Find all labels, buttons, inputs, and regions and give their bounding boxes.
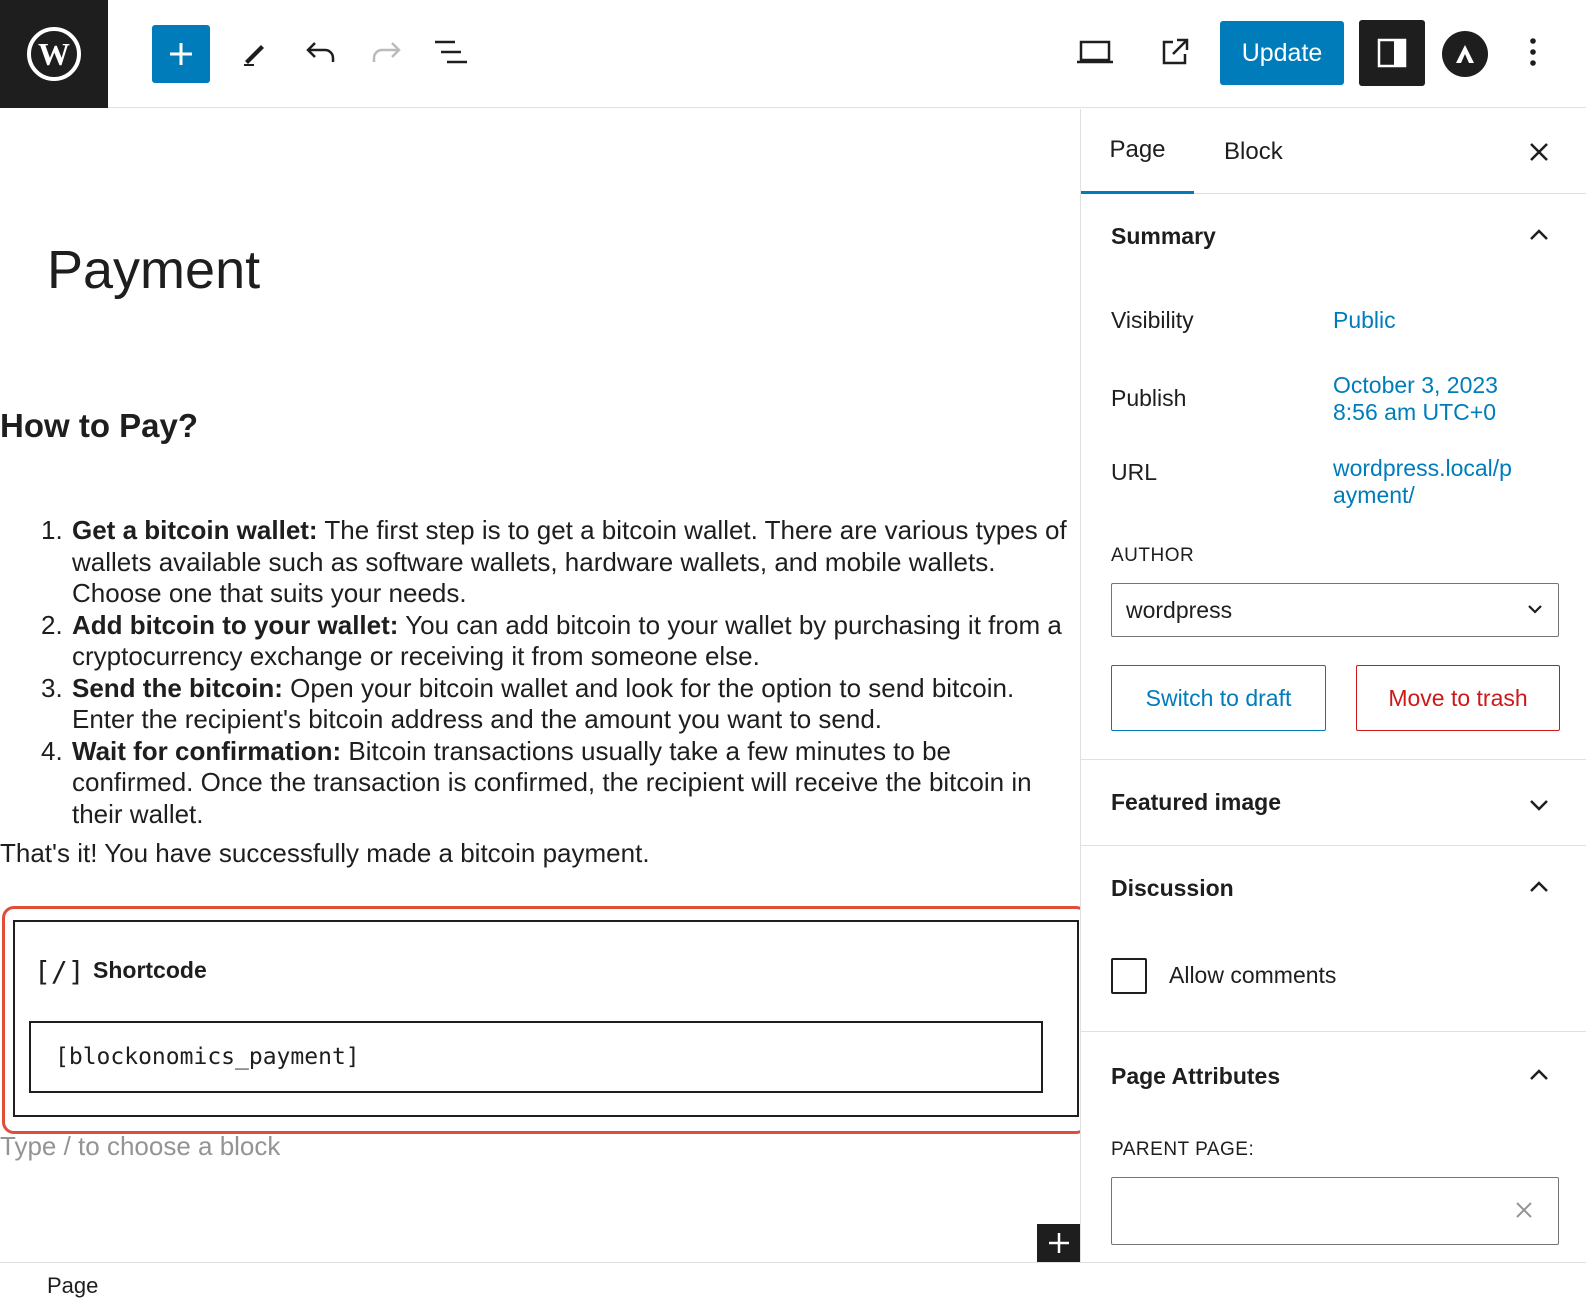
undo-button[interactable] bbox=[301, 22, 341, 82]
chevron-up-icon[interactable] bbox=[1521, 1057, 1557, 1093]
discussion-panel-title[interactable]: Discussion bbox=[1111, 875, 1234, 901]
list-item[interactable]: 3. Send the bitcoin: Open your bitcoin wallet and look for the option to send bitcoin. Enter the recipient's bitcoin address and the amount you want to send. bbox=[41, 672, 1015, 734]
clear-icon[interactable] bbox=[1512, 1198, 1536, 1222]
more-options-icon bbox=[1529, 37, 1537, 67]
laptop-icon bbox=[1075, 38, 1115, 66]
chevron-up-icon[interactable] bbox=[1521, 869, 1557, 905]
chevron-down-icon[interactable] bbox=[1521, 787, 1557, 823]
list-block[interactable] bbox=[41, 515, 1072, 830]
wordpress-logo-icon[interactable] bbox=[0, 0, 108, 108]
shortcode-block[interactable] bbox=[13, 920, 1079, 1117]
redo-icon bbox=[370, 39, 402, 65]
summary-panel-title[interactable]: Summary bbox=[1111, 223, 1216, 249]
page-attributes-panel-title[interactable]: Page Attributes bbox=[1111, 1063, 1281, 1089]
shortcode-icon: [/] bbox=[34, 955, 85, 988]
publish-value[interactable]: October 3, 2023 8:56 am UTC+0 bbox=[1333, 372, 1498, 425]
sidebar-toggle-icon bbox=[1376, 37, 1408, 69]
switch-to-draft-button[interactable]: Switch to draft bbox=[1111, 665, 1326, 731]
view-page-button[interactable] bbox=[1153, 22, 1197, 82]
pencil-icon bbox=[239, 37, 269, 67]
update-button[interactable]: Update bbox=[1220, 21, 1344, 85]
preview-button[interactable] bbox=[1073, 22, 1117, 82]
sidebar-tabs bbox=[1081, 109, 1586, 194]
divider bbox=[1081, 1031, 1586, 1032]
editor-canvas bbox=[0, 109, 1080, 1262]
parent-page-label: PARENT PAGE: bbox=[1111, 1139, 1255, 1160]
divider bbox=[1081, 759, 1586, 760]
top-toolbar bbox=[0, 0, 1586, 108]
url-label: URL bbox=[1111, 459, 1158, 485]
tools-button[interactable] bbox=[234, 22, 274, 82]
settings-button[interactable] bbox=[1359, 20, 1425, 86]
block-placeholder[interactable]: Type / to choose a block bbox=[0, 1131, 281, 1161]
external-link-icon bbox=[1159, 36, 1191, 68]
add-block-button[interactable] bbox=[152, 25, 210, 83]
allow-comments-label[interactable]: Allow comments bbox=[1169, 962, 1337, 988]
paragraph-block[interactable]: That's it! You have successfully made a bitcoin payment. bbox=[0, 838, 650, 868]
breadcrumb[interactable]: Page bbox=[47, 1273, 99, 1298]
page-title[interactable]: Payment bbox=[47, 240, 261, 300]
author-label: AUTHOR bbox=[1111, 545, 1195, 566]
plus-icon bbox=[1047, 1231, 1071, 1255]
tab-page[interactable]: Page bbox=[1081, 109, 1194, 194]
close-icon bbox=[1528, 141, 1550, 163]
url-value[interactable]: wordpress.local/p ayment/ bbox=[1333, 455, 1512, 508]
close-sidebar-button[interactable] bbox=[1521, 134, 1557, 170]
chevron-down-icon bbox=[1524, 598, 1546, 620]
visibility-label: Visibility bbox=[1111, 307, 1194, 333]
visibility-value[interactable]: Public bbox=[1333, 307, 1396, 333]
chevron-up-icon[interactable] bbox=[1521, 217, 1557, 253]
heading-block[interactable]: How to Pay? bbox=[0, 407, 199, 444]
svg-text:W: W bbox=[38, 36, 70, 72]
undo-icon bbox=[305, 39, 337, 65]
redo-button[interactable] bbox=[366, 22, 406, 82]
more-options-button[interactable] bbox=[1518, 22, 1548, 82]
move-to-trash-button[interactable]: Move to trash bbox=[1356, 665, 1560, 731]
parent-page-input[interactable] bbox=[1111, 1177, 1559, 1245]
tab-block[interactable]: Block bbox=[1224, 137, 1283, 165]
allow-comments-checkbox[interactable] bbox=[1111, 958, 1147, 994]
list-item[interactable]: 4. Wait for confirmation: Bitcoin transactions usually take a few minutes to be confirmed. Once the transaction is confirmed, the recipient will receive the bitcoin in their wallet. bbox=[41, 735, 1032, 829]
publish-label: Publish bbox=[1111, 385, 1187, 411]
editor-footer bbox=[0, 1262, 1586, 1306]
astra-icon bbox=[1452, 41, 1478, 67]
astra-button[interactable] bbox=[1442, 31, 1488, 77]
shortcode-label: Shortcode bbox=[93, 957, 207, 983]
plus-icon bbox=[167, 40, 195, 68]
block-inserter-button[interactable] bbox=[1037, 1224, 1081, 1262]
list-item[interactable]: 1. Get a bitcoin wallet: The first step is to get a bitcoin wallet. There are various types of wallets available such as software wallets, hardware wallets, and mobile wallets. Choose one that suits your needs. bbox=[41, 515, 1067, 608]
list-view-button[interactable] bbox=[430, 22, 472, 82]
featured-image-panel-title[interactable]: Featured image bbox=[1111, 789, 1281, 815]
settings-sidebar bbox=[1080, 109, 1586, 1262]
divider bbox=[1081, 845, 1586, 846]
shortcode-input[interactable]: [blockonomics_payment] bbox=[29, 1021, 1043, 1093]
list-view-icon bbox=[433, 39, 469, 65]
author-select[interactable]: wordpress bbox=[1111, 583, 1559, 637]
list-item[interactable]: 2. Add bitcoin to your wallet: You can add bitcoin to your wallet by purchasing it from a cryptocurrency exchange or receiving it from someone else. bbox=[41, 609, 1062, 671]
